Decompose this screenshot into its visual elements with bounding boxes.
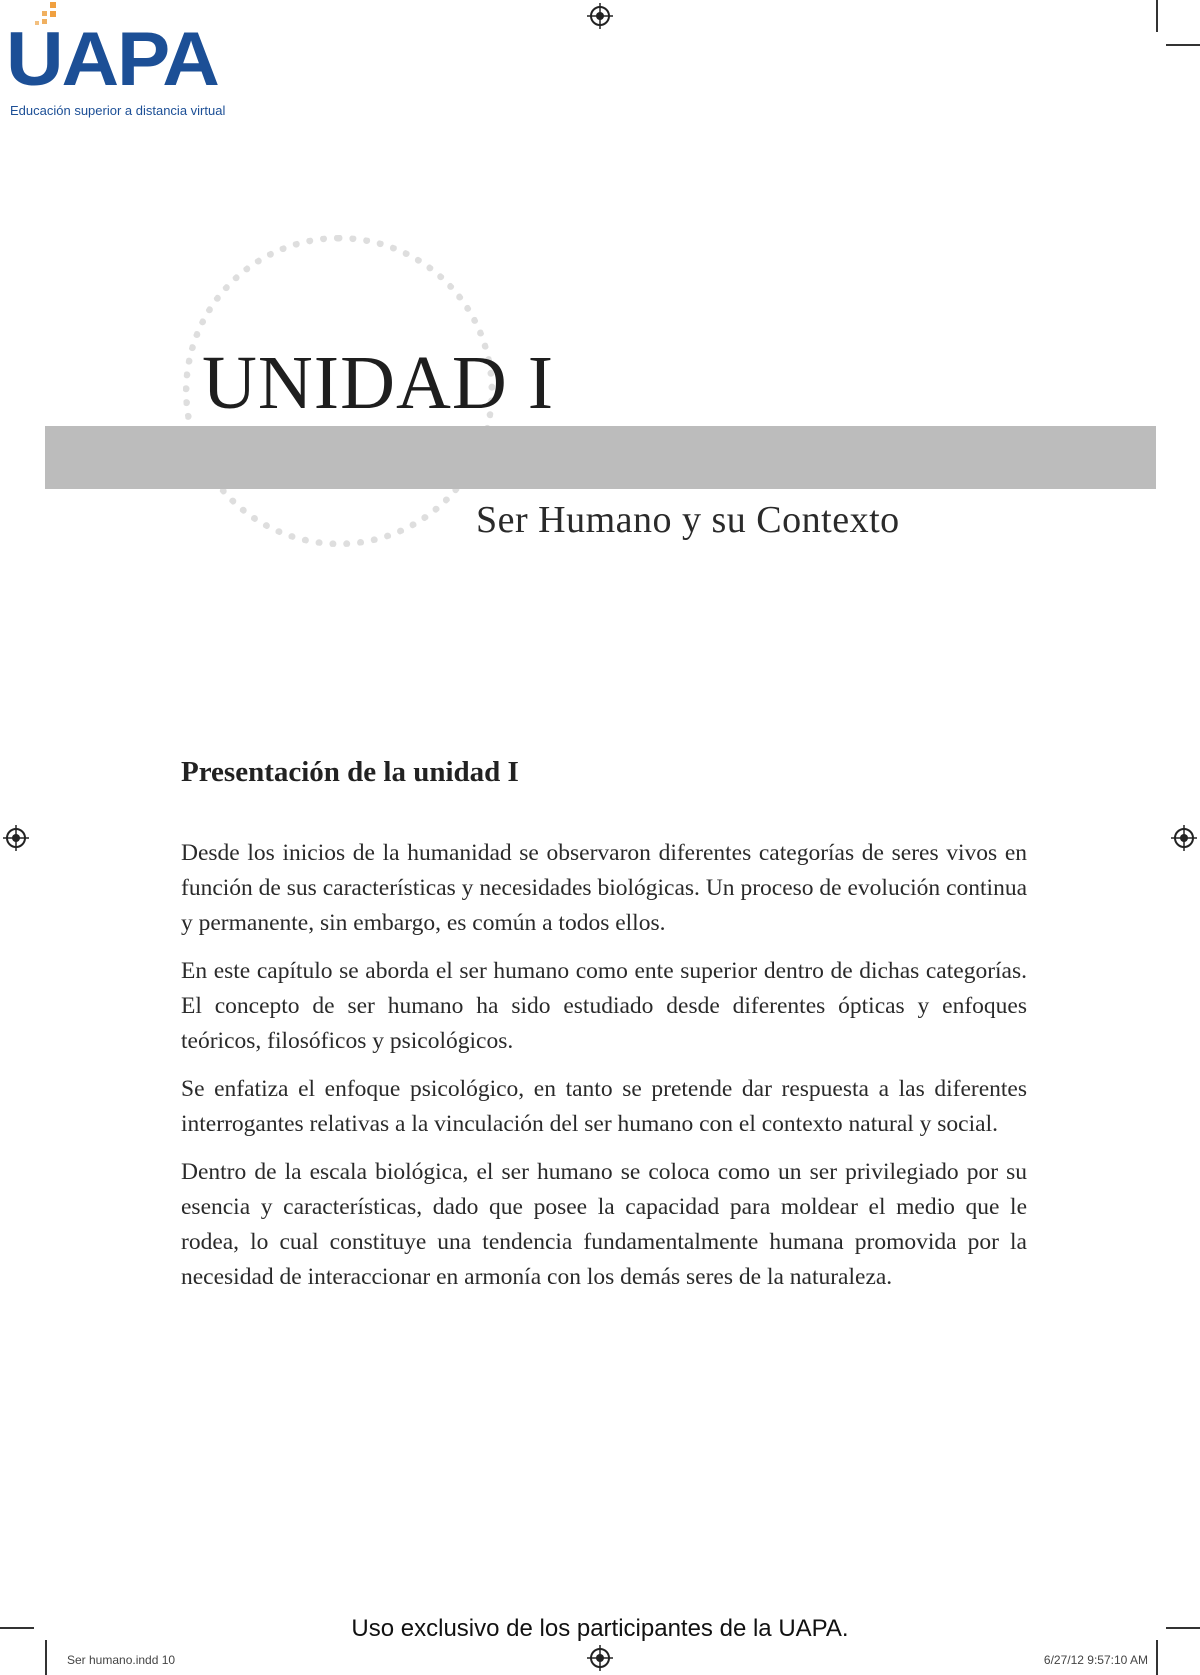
- paragraph: Dentro de la escala biológica, el ser humano se coloca como un ser privilegiado por su esencia y características, dado que posee la capacidad para moldear el medio que le rodea, lo cual constituye una tendencia fundamentalmente humana promovida por la necesidad de interaccionar en armonía con los demás seres de la naturaleza.: [181, 1159, 1027, 1290]
- section-heading: Presentación de la unidad I: [181, 756, 519, 788]
- registration-mark-icon: [1171, 825, 1197, 851]
- paragraph: En este capítulo se aborda el ser humano como ente superior dentro de dichas categorías. El concepto de ser humano ha sido estudiado desde diferentes ópticas y enfoques teóricos, filosóficos y psicológicos.: [181, 958, 1027, 1054]
- logo-wordmark: UAPA: [6, 17, 218, 102]
- crop-mark: [1166, 44, 1200, 46]
- crop-mark: [45, 1640, 47, 1675]
- title-band: [45, 426, 1156, 489]
- paragraph: Desde los inicios de la humanidad se observaron diferentes categorías de seres vivos en función de sus características y necesidades biológicas. Un proceso de evolución continua y permanente, sin embargo, es común a todos ellos.: [181, 840, 1027, 936]
- uapa-logo: [4, 0, 234, 125]
- registration-mark-icon: [587, 1645, 613, 1671]
- slug-right: 6/27/12 9:57:10 AM: [1043, 1653, 1148, 1667]
- footer-note: Uso exclusivo de los participantes de la UAPA.: [351, 1615, 849, 1642]
- unit-title: UNIDAD I: [202, 341, 555, 425]
- crop-mark: [1156, 0, 1158, 32]
- logo-tagline: Educación superior a distancia virtual: [10, 103, 226, 118]
- crop-mark: [1156, 1640, 1158, 1675]
- paragraph: Se enfatiza el enfoque psicológico, en tanto se pretende dar respuesta a las diferentes interrogantes relativas a la vinculación del ser humano con el contexto natural y social.: [181, 1076, 1027, 1137]
- registration-mark-icon: [3, 825, 29, 851]
- slug-left: Ser humano.indd 10: [67, 1653, 176, 1667]
- unit-subtitle: Ser Humano y su Contexto: [476, 499, 900, 541]
- registration-mark-icon: [587, 3, 613, 29]
- body-text: [181, 836, 1027, 1308]
